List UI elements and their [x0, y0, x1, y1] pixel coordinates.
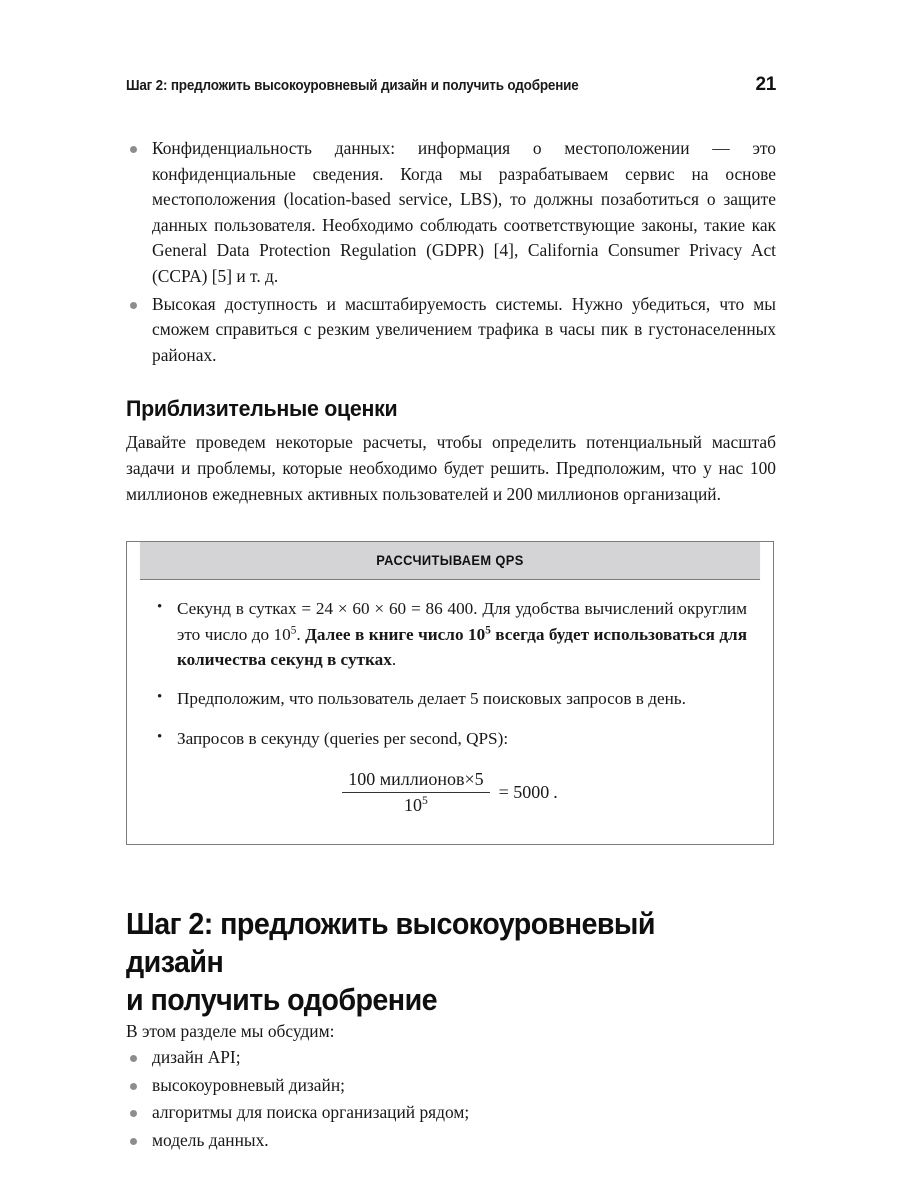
callout-title: РАССЧИТЫВАЕМ QPS — [140, 542, 760, 580]
list-item: дизайн API; — [126, 1045, 776, 1071]
formula-period: . — [553, 782, 558, 803]
list-item — [153, 596, 747, 672]
denominator-base: 10 — [404, 795, 422, 816]
chapter-block — [126, 905, 776, 1153]
callout-body — [127, 580, 773, 844]
section-heading-estimates: Приблизительные оценки — [126, 396, 398, 422]
list-item: модель данных. — [126, 1128, 776, 1154]
callout-bullet-list — [153, 596, 747, 751]
chapter-intro-paragraph: В этом разделе мы обсудим: — [126, 1021, 335, 1042]
callout-text-after: . — [391, 649, 397, 669]
estimates-paragraph: Давайте проведем некоторые расчеты, чтобы определить потенциальный масштаб задачи и проблемы, которые необходимо будет решить. Предположим, что у нас 100 миллионов ежедневных активных пользователей и 200 миллионов организаций. — [126, 432, 776, 504]
callout-box-qps — [126, 541, 774, 845]
list-item: • Запросов в секунду (queries per second, QPS): — [153, 726, 747, 751]
callout-bold-after: всегда будет использоваться для количества секунд в сутках — [177, 624, 747, 669]
denominator-exponent: 5 — [422, 794, 428, 808]
callout-text-before: Секунд в сутках = 24 × 60 × 60 = 86 400. Для удобства вычислений округлим это число до 10 — [177, 599, 747, 644]
superscript-exponent-bold: 5 — [485, 623, 491, 636]
fraction-denominator — [398, 793, 434, 816]
callout-bold-before: Далее в книге число 10 — [305, 624, 486, 644]
formula-result: = 5000 — [498, 782, 550, 803]
qps-formula — [153, 769, 747, 816]
running-head-title: Шаг 2: предложить высокоуровневый дизайн и получить одобрение — [126, 78, 579, 94]
page-title-line-2: и получить одобрение — [126, 983, 438, 1018]
page-title — [126, 905, 737, 1019]
running-head — [126, 74, 776, 96]
list-item: Конфиденциальность данных: информация о местоположении — это конфиденциальные сведения. Когда мы разрабатываем сервис на основе местоположения (location-based service, LBS), то должны позаботиться о защите данных пользователя. Необходимо соблюдать соответствующие законы, такие как General Data Protection Regulation (GDPR) [4], California Consumer Privacy Act (CCPA) [5] и т. д. — [126, 136, 776, 290]
list-item: высокоуровневый дизайн; — [126, 1073, 776, 1099]
fraction — [342, 769, 489, 816]
list-item: Высокая доступность и масштабируемость системы. Нужно убедиться, что мы сможем справиться с резким увеличением трафика в часы пик в густонаселенных районах. — [126, 292, 776, 369]
list-item: алгоритмы для поиска организаций рядом; — [126, 1100, 776, 1126]
page-title-line-1: Шаг 2: предложить высокоуровневый дизайн — [126, 907, 655, 980]
chapter-topics-list — [126, 1045, 776, 1153]
requirements-bullet-list — [126, 136, 776, 368]
fraction-numerator: 100 миллионов×5 — [348, 769, 484, 790]
page-number: 21 — [755, 74, 776, 95]
superscript-exponent: 5 — [290, 623, 297, 636]
callout-text-mid: . — [296, 624, 306, 644]
list-item: • Предположим, что пользователь делает 5 поисковых запросов в день. — [153, 686, 747, 711]
content-column — [126, 136, 776, 1155]
